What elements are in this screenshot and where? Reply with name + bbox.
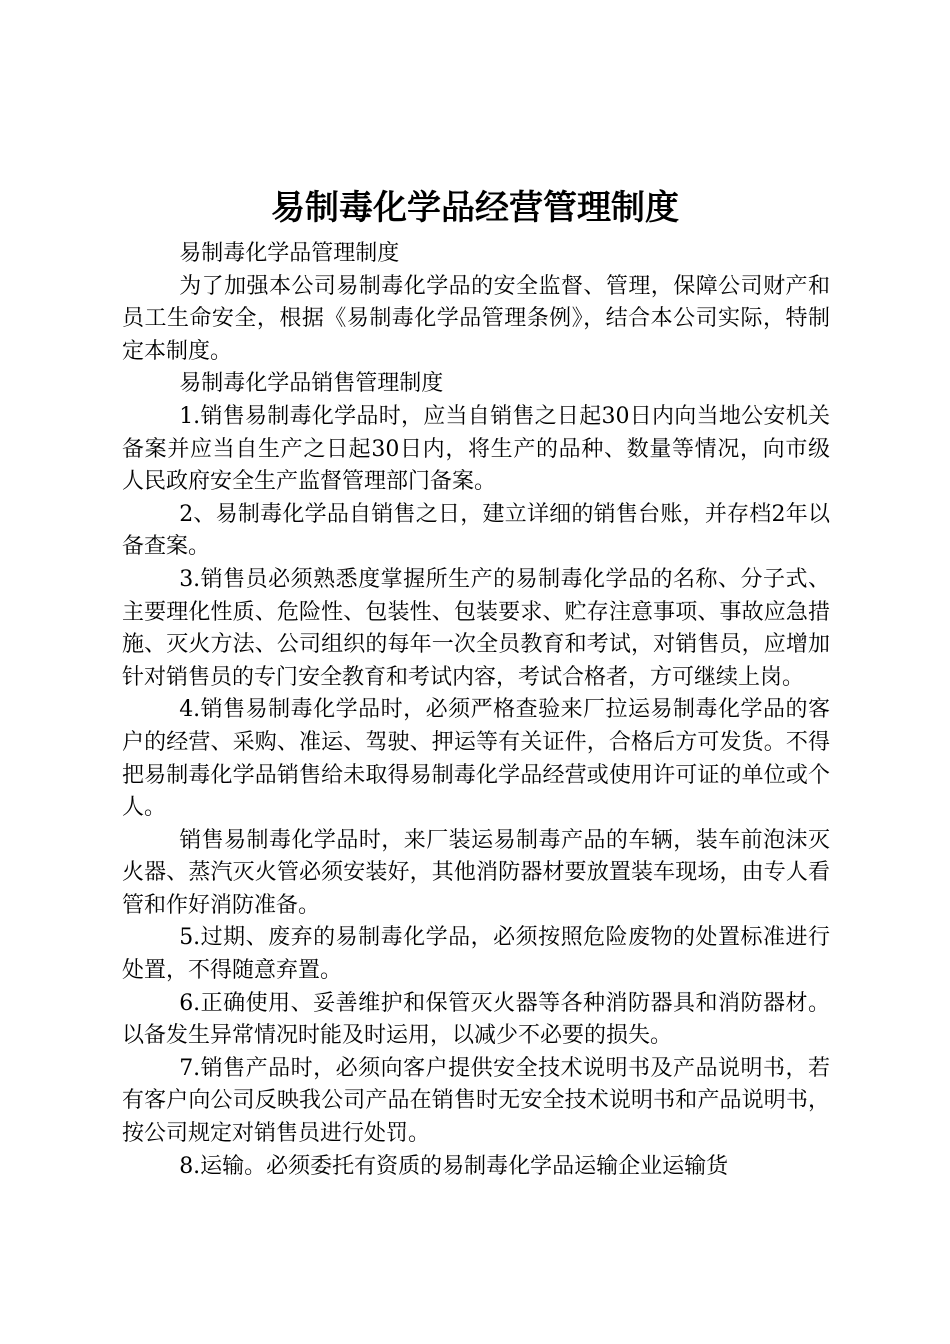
paragraph-item-6: 6.正确使用、妥善维护和保管灭火器等各种消防器具和消防器材。以备发生异常情况时能及时运用，以减少不必要的损失。	[122, 990, 830, 1049]
paragraph-loading-vehicles: 销售易制毒化学品时，来厂装运易制毒产品的车辆，装车前泡沫灭火器、蒸汽灭火管必须安装好，其他消防器材要放置装车现场，由专人看管和作好消防准备。	[122, 827, 830, 918]
paragraph-purpose: 为了加强本公司易制毒化学品的安全监督、管理，保障公司财产和员工生命安全，根据《易制毒化学品管理条例》，结合本公司实际，特制定本制度。	[122, 273, 830, 364]
section-heading-management-system: 易制毒化学品管理制度	[179, 241, 400, 266]
paragraph-item-1: 1.销售易制毒化学品时，应当自销售之日起30日内向当地公安机关备案并应当自生产之日起30日内，将生产的品种、数量等情况，向市级人民政府安全生产监督管理部门备案。	[122, 403, 830, 495]
document-title: 易制毒化学品经营管理制度	[271, 188, 679, 228]
section-heading-sales-management: 易制毒化学品销售管理制度	[179, 371, 444, 397]
paragraph-item-5: 5.过期、废弃的易制毒化学品，必须按照危险废物的处置标准进行处置，不得随意弃置。	[122, 925, 830, 984]
paragraph-item-4: 4.销售易制毒化学品时，必须严格查验来厂拉运易制毒化学品的客户的经营、采购、准运、驾驶、押运等有关证件，合格后方可发货。不得把易制毒化学品销售给未取得易制毒化学品经营或使用许可证的单位或个人。	[122, 697, 830, 821]
document-body	[122, 238, 830, 1183]
paragraph-item-8: 8.运输。必须委托有资质的易制毒化学品运输企业运输货	[179, 1153, 729, 1179]
paragraph-item-7: 7.销售产品时，必须向客户提供安全技术说明书及产品说明书，若有客户向公司反映我公司产品在销售时无安全技术说明书和产品说明书，按公司规定对销售员进行处罚。	[122, 1055, 830, 1147]
paragraph-item-3: 3.销售员必须熟悉度掌握所生产的易制毒化学品的名称、分子式、主要理化性质、危险性、包装性、包装要求、贮存注意事项、事故应急措施、灭火方法、公司组织的每年一次全员教育和考试，对销售员，应增加针对销售员的专门安全教育和考试内容，考试合格者，方可继续上岗。	[122, 566, 830, 690]
paragraph-item-2: 2、易制毒化学品自销售之日，建立详细的销售台账，并存档2年以备查案。	[122, 501, 830, 560]
